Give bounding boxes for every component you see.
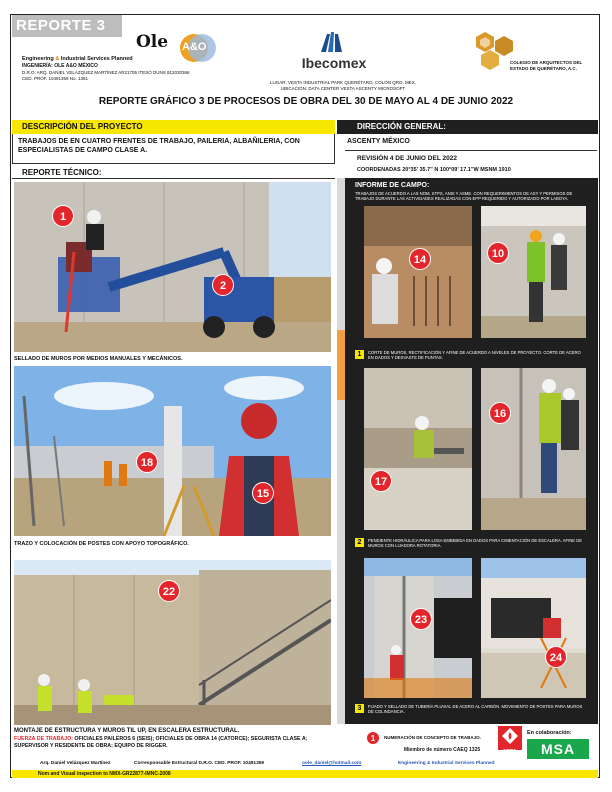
collab-label: En colaboración: bbox=[527, 730, 572, 736]
nfpa-label: NFPA bbox=[503, 749, 517, 755]
photo-24 bbox=[481, 558, 586, 698]
nom-bar bbox=[12, 770, 598, 778]
marker-15: 15 bbox=[252, 482, 274, 504]
field-report-text: TRABAJOS DE ACUERDO A LAS NOM, STPS, ANSI Y ASME. CON REQUERIMIENTOS DE ASY Y PERMISOS DE TRABAJO DURANTE LAS ACTIVIDADES REALIZADAS CON EPP REQUERIDO Y AUTORIZADO POR LABOYA. bbox=[355, 191, 573, 201]
photo-topography bbox=[14, 366, 331, 536]
marker-22: 22 bbox=[158, 580, 180, 602]
marker-2: 2 bbox=[212, 274, 234, 296]
college-text: COLEGIO DE ARQUITECTOS DEL ESTADO DE QUERÉTARO, A.C. bbox=[510, 60, 583, 71]
project-description-title: DESCRIPCIÓN DEL PROYECTO bbox=[12, 120, 335, 134]
marker-16: 16 bbox=[489, 402, 511, 424]
legend-marker: 1 bbox=[366, 731, 380, 745]
logo-ao-text: A&O bbox=[182, 41, 207, 53]
report-number-badge: REPORTE 3 bbox=[12, 15, 122, 37]
side-strip-accent bbox=[337, 330, 345, 400]
marker-14: 14 bbox=[409, 248, 431, 270]
marker-18: 18 bbox=[136, 451, 158, 473]
logo-ole-text: Ole bbox=[136, 32, 169, 52]
msa-logo: MSA bbox=[527, 739, 589, 759]
revision-date: REVISIÓN 4 DE JUNIO DEL 2022 bbox=[357, 155, 457, 162]
marker-17: 17 bbox=[370, 470, 392, 492]
signature-name: Arq. Daniel Velázquez Martínez bbox=[40, 761, 111, 766]
side-strip bbox=[337, 178, 345, 724]
photo-16 bbox=[481, 368, 586, 530]
photo-wall-sealing bbox=[14, 182, 331, 352]
marker-1: 1 bbox=[52, 205, 74, 227]
coordinates: COORDENADAS 20°35' 35.7" N 100°09' 17.1"W MSNM 1910 bbox=[357, 167, 511, 173]
group-caption-2: PENDIENTE HIDRÁULICA PARA LOSA EMBEBIDA EN DADOS PARA CIMENTACIÓN DE ESCALERA. AFINE DE MUROS CON LIJADORA ROTATORIA. bbox=[368, 538, 583, 548]
group-number-3: 3 bbox=[355, 704, 364, 713]
ibecomex-logo-text: Ibecomex bbox=[301, 55, 367, 71]
field-report-title: INFORME DE CAMPO: bbox=[355, 182, 430, 189]
nom-text: Nom and Visual inspection to NMX-GR22877-IMNC-2008 bbox=[38, 771, 171, 777]
engineering-line: INGENIERÍA: OLE A&O MÉXICO bbox=[22, 63, 98, 69]
ced-line: CED. PROF. 10491359 No. 1361 bbox=[22, 76, 89, 81]
signature-resp: Corresponsable Estructural D.R.O. CED. PROF. 10491359 bbox=[134, 761, 265, 766]
group-number-1: 1 bbox=[355, 350, 364, 359]
photo-14 bbox=[364, 206, 472, 338]
caption-wall-sealing: SELLADO DE MUROS POR MEDIOS MANUALES Y MECÁNICOS. bbox=[14, 356, 183, 362]
location-line: LUGAR: VESTA INDUSTRIAL PARK QUERÉTARO, COLÓN QRO. MEX. bbox=[269, 80, 417, 85]
ibecomex-icon bbox=[318, 30, 344, 54]
nfpa-logo bbox=[498, 726, 522, 755]
workforce-text: FUERZA DE TRABAJO: OFICIALES PAILEROS 6 (SEIS); OFICIALES DE OBRA 14 (CATORCE); SEGURISTA CLASE A; SUPERVISOR Y RESIDENTE DE OBRA; EQUIPO DE RIGGER. bbox=[14, 736, 308, 749]
marker-24: 24 bbox=[545, 646, 567, 668]
company-footer: Engineering & Industrial Services Planned bbox=[398, 761, 495, 766]
legend-text: NUMERACIÓN DE CONCEPTO DE TRABAJO. bbox=[384, 735, 481, 740]
marker-23: 23 bbox=[410, 608, 432, 630]
caption-tilt-up: MONTAJE DE ESTRUCTURA Y MUROS TIL UP, EN ESCALERA ESTRUCTURAL. bbox=[14, 728, 240, 734]
site-line: UBICACIÓN: DATA CENTER VESTA ASCENTY MICROSOFT bbox=[280, 86, 406, 91]
member-text: Miembro de número CAEQ 1325 bbox=[404, 747, 481, 753]
client-name: ASCENTY MÉXICO bbox=[347, 138, 410, 145]
group-number-2: 2 bbox=[355, 538, 364, 547]
technical-report-title: REPORTE TÉCNICO: bbox=[12, 166, 335, 179]
report-title: REPORTE GRÁFICO 3 DE PROCESOS DE OBRA DEL 30 DE MAYO AL 4 DE JUNIO 2022 bbox=[98, 96, 514, 107]
email-link[interactable]: oole_daniel@hotmail.com bbox=[302, 761, 362, 766]
project-description-text: TRABAJOS DE EN CUATRO FRENTES DE TRABAJO, PAILERIA, ALBAÑILERIA, CON ESPECIALISTAS DE CAMPO CLASE A. bbox=[18, 138, 300, 154]
direction-title: DIRECCIÓN GENERAL: bbox=[337, 120, 598, 134]
dro-line: D.R.O: ARQ. DANIEL VELÁZQUEZ MARTÍNEZ AR21705 ITESO DUNS 812030366 bbox=[22, 70, 190, 75]
photo-17 bbox=[364, 368, 472, 530]
photo-tilt-up bbox=[14, 560, 331, 725]
company-line: Engineering & Industrial Services Planned bbox=[22, 56, 133, 62]
photo-10 bbox=[481, 206, 586, 338]
photo-23 bbox=[364, 558, 472, 698]
group-caption-1: CORTE DE MUROS, RECTIFICACIÓN Y AFINE DE ACUERDO A NIVELES DE PROYECTO. CORTE DE ACERO EN DADOS Y DESVASTE DE PUNTAS. bbox=[368, 350, 581, 360]
group-caption-3: FIJADO Y SELLADO DE TUBERÍA PLUVIAL DE ACERO AL CARBÓN. MOVIMIENTO DE POSTES PARA MUROS DE COLINDANCIA. bbox=[368, 704, 583, 714]
caption-topography: TRAZO Y COLOCACIÓN DE POSTES CON APOYO TOPOGRÁFICO. bbox=[14, 541, 189, 547]
signature-row bbox=[12, 758, 598, 769]
marker-10: 10 bbox=[487, 242, 509, 264]
